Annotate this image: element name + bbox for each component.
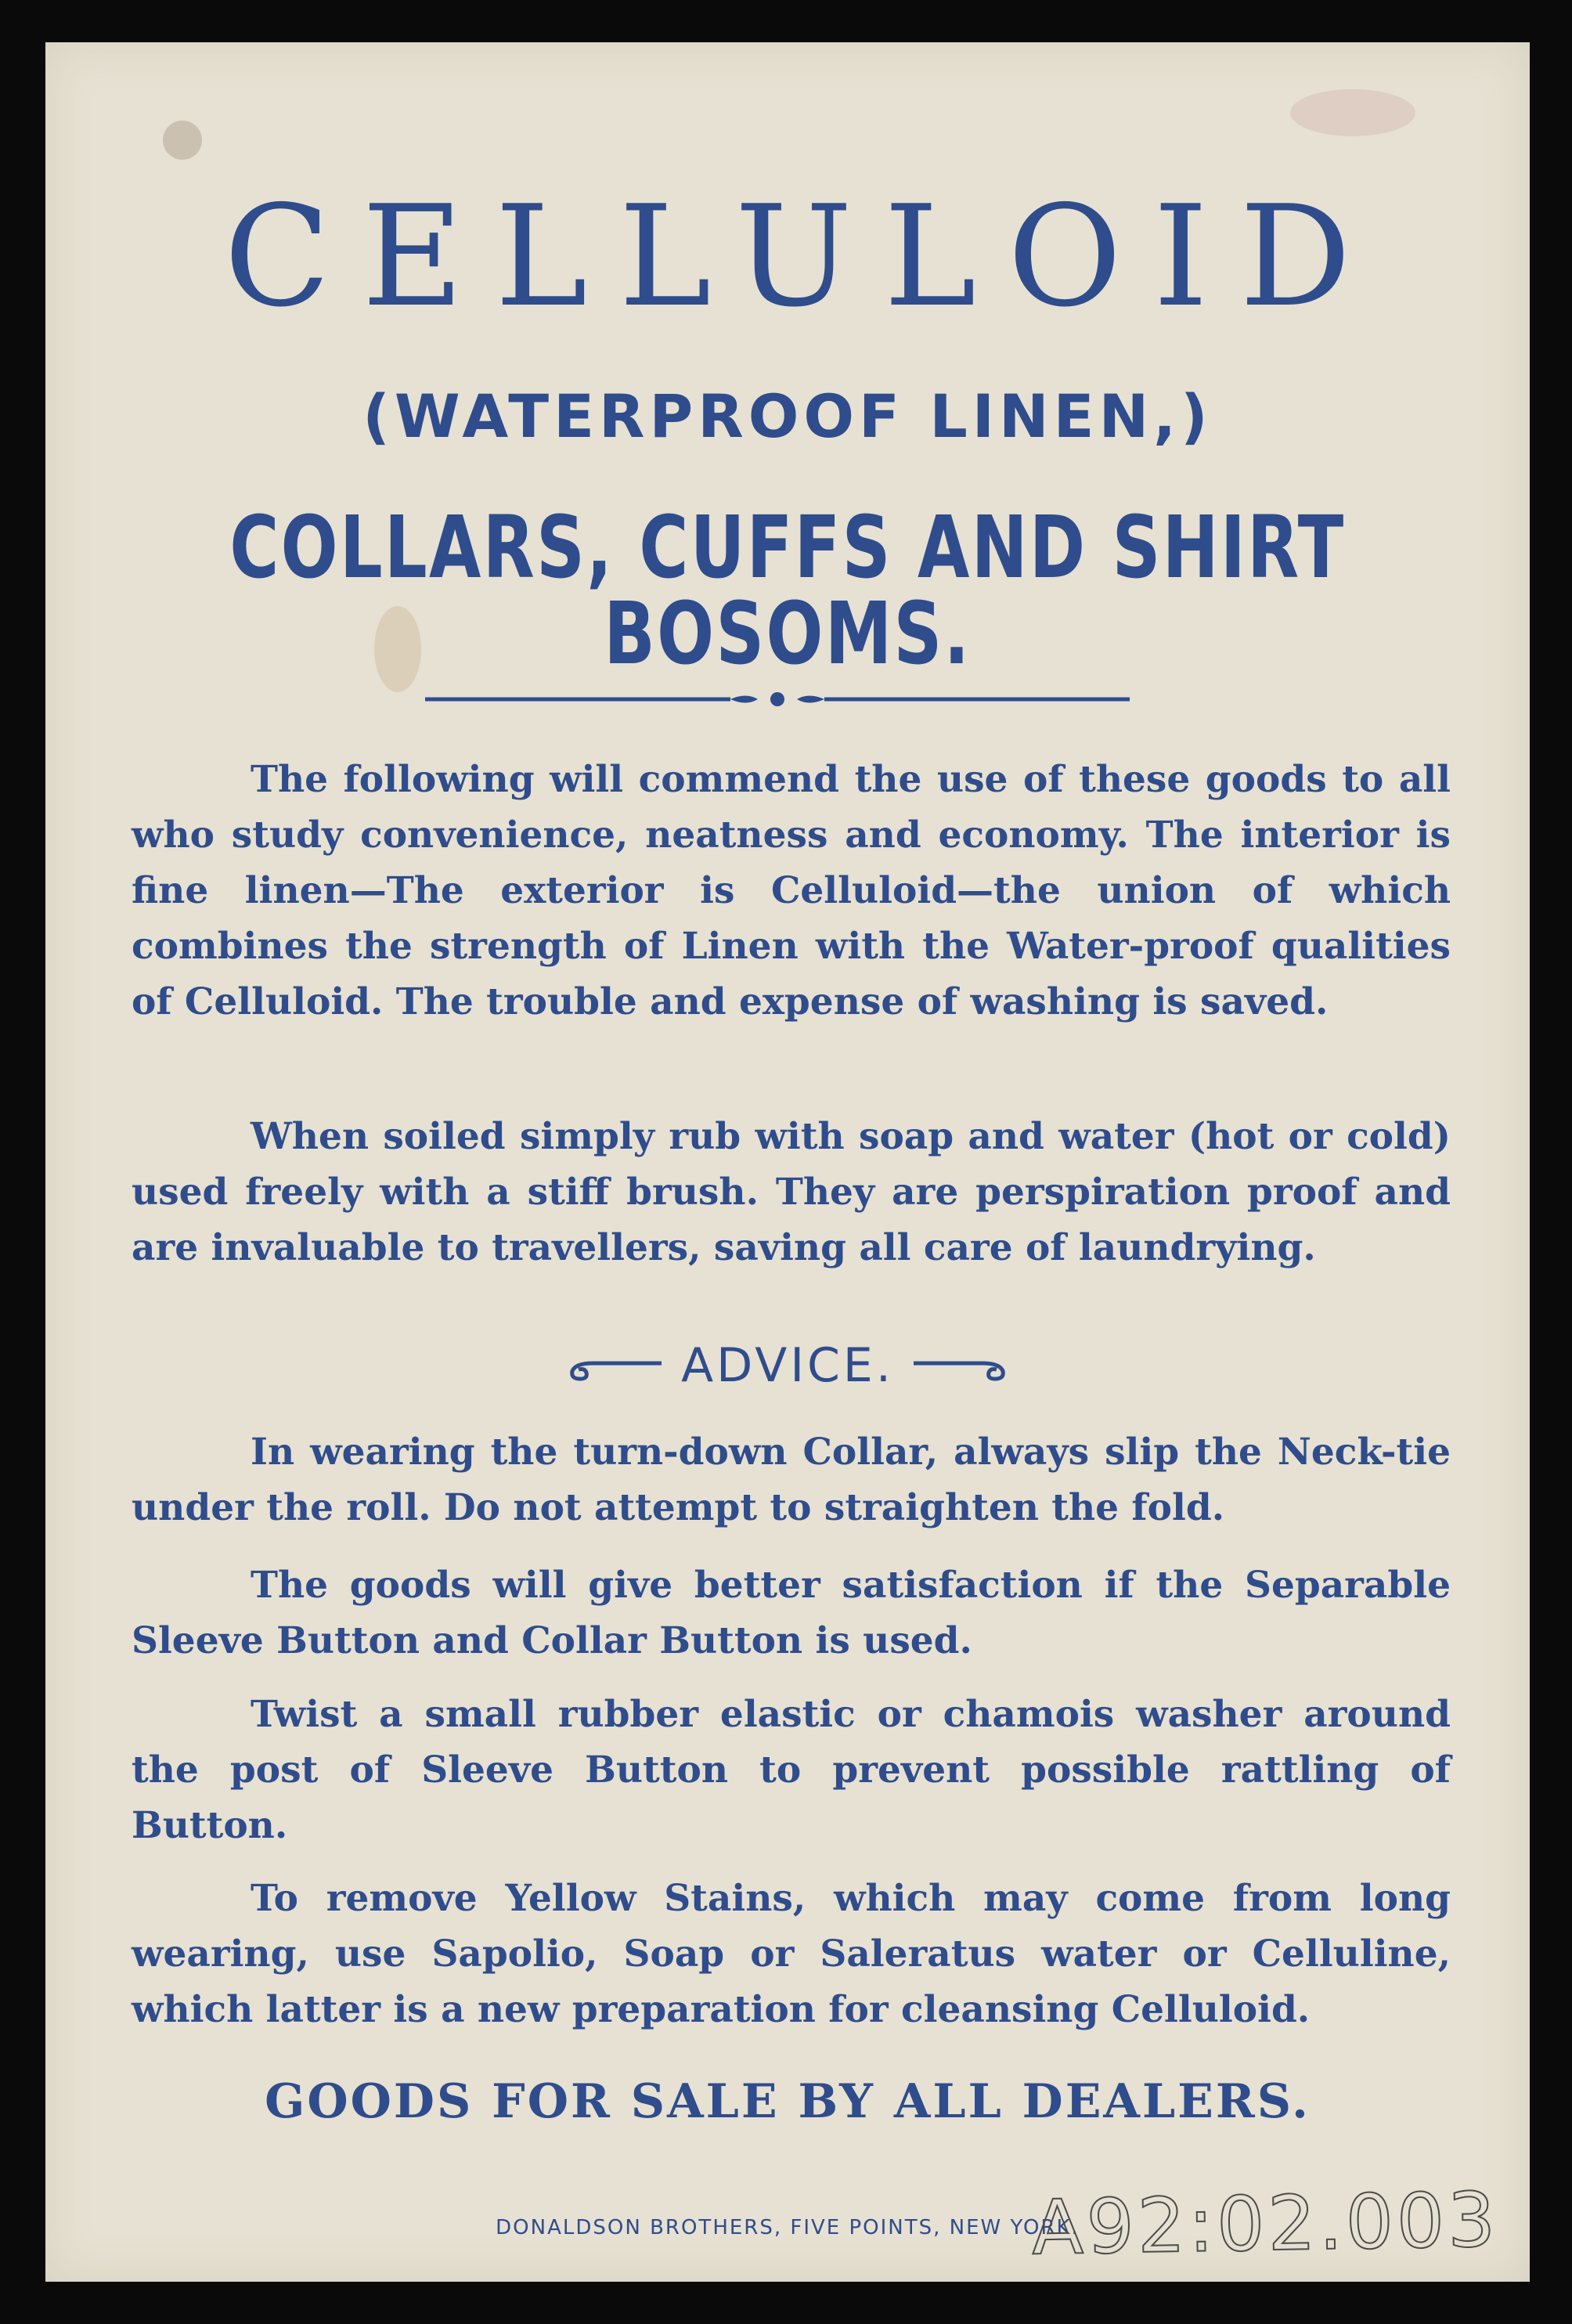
paper-stain <box>163 121 202 160</box>
advice-heading: ADVICE. <box>681 1338 894 1393</box>
advice-item: Twist a small rubber elastic or chamois washer around the post of Sleeve Button to prevent possible rattling of Button. <box>132 1693 1451 1847</box>
paper-stain <box>1290 89 1415 136</box>
advice-heading-row <box>45 1338 1530 1393</box>
left-swash-ornament <box>561 1352 663 1384</box>
advice-item: To remove Yellow Stains, which may come from long wearing, use Sapolio, Soap or Saleratus water or Celluline, which latter is a new preparation for cleansing Celluloid. <box>132 1877 1451 2031</box>
card-subtitle: (WATERPROOF LINEN,) <box>362 381 1213 451</box>
accession-number: A92:02.003 <box>1031 2176 1500 2272</box>
product-heading: COLLARS, CUFFS AND SHIRT BOSOMS. <box>229 497 1346 684</box>
dealers-notice: GOODS FOR SALE BY ALL DEALERS. <box>265 2074 1311 2129</box>
intro-paragraph: The following will commend the use of these goods to all who study convenience, neatness and economy. The interior is fine linen—The exterior is Celluloid—the union of which combines the strength of Linen with the Water-proof qualities of Celluloid. The trouble and expense of washing is saved. <box>132 758 1451 1023</box>
card-title: CELLULOID <box>224 175 1383 337</box>
advice-item: The goods will give better satisfaction if the Separable Sleeve Button and Collar Button is used. <box>132 1564 1451 1662</box>
cleaning-paragraph: When soiled simply rub with soap and water (hot or cold) used freely with a stiff brush. They are perspiration proof and are invaluable to travellers, saving all care of laundrying. <box>132 1115 1451 1269</box>
right-swash-ornament <box>912 1352 1014 1384</box>
printer-imprint: DONALDSON BROTHERS, FIVE POINTS, NEW YORK. <box>496 2216 1080 2239</box>
trade-card <box>45 42 1530 2282</box>
ornamental-rule <box>425 691 1130 708</box>
advice-item: In wearing the turn-down Collar, always slip the Neck-tie under the roll. Do not attempt to straighten the fold. <box>132 1431 1451 1529</box>
